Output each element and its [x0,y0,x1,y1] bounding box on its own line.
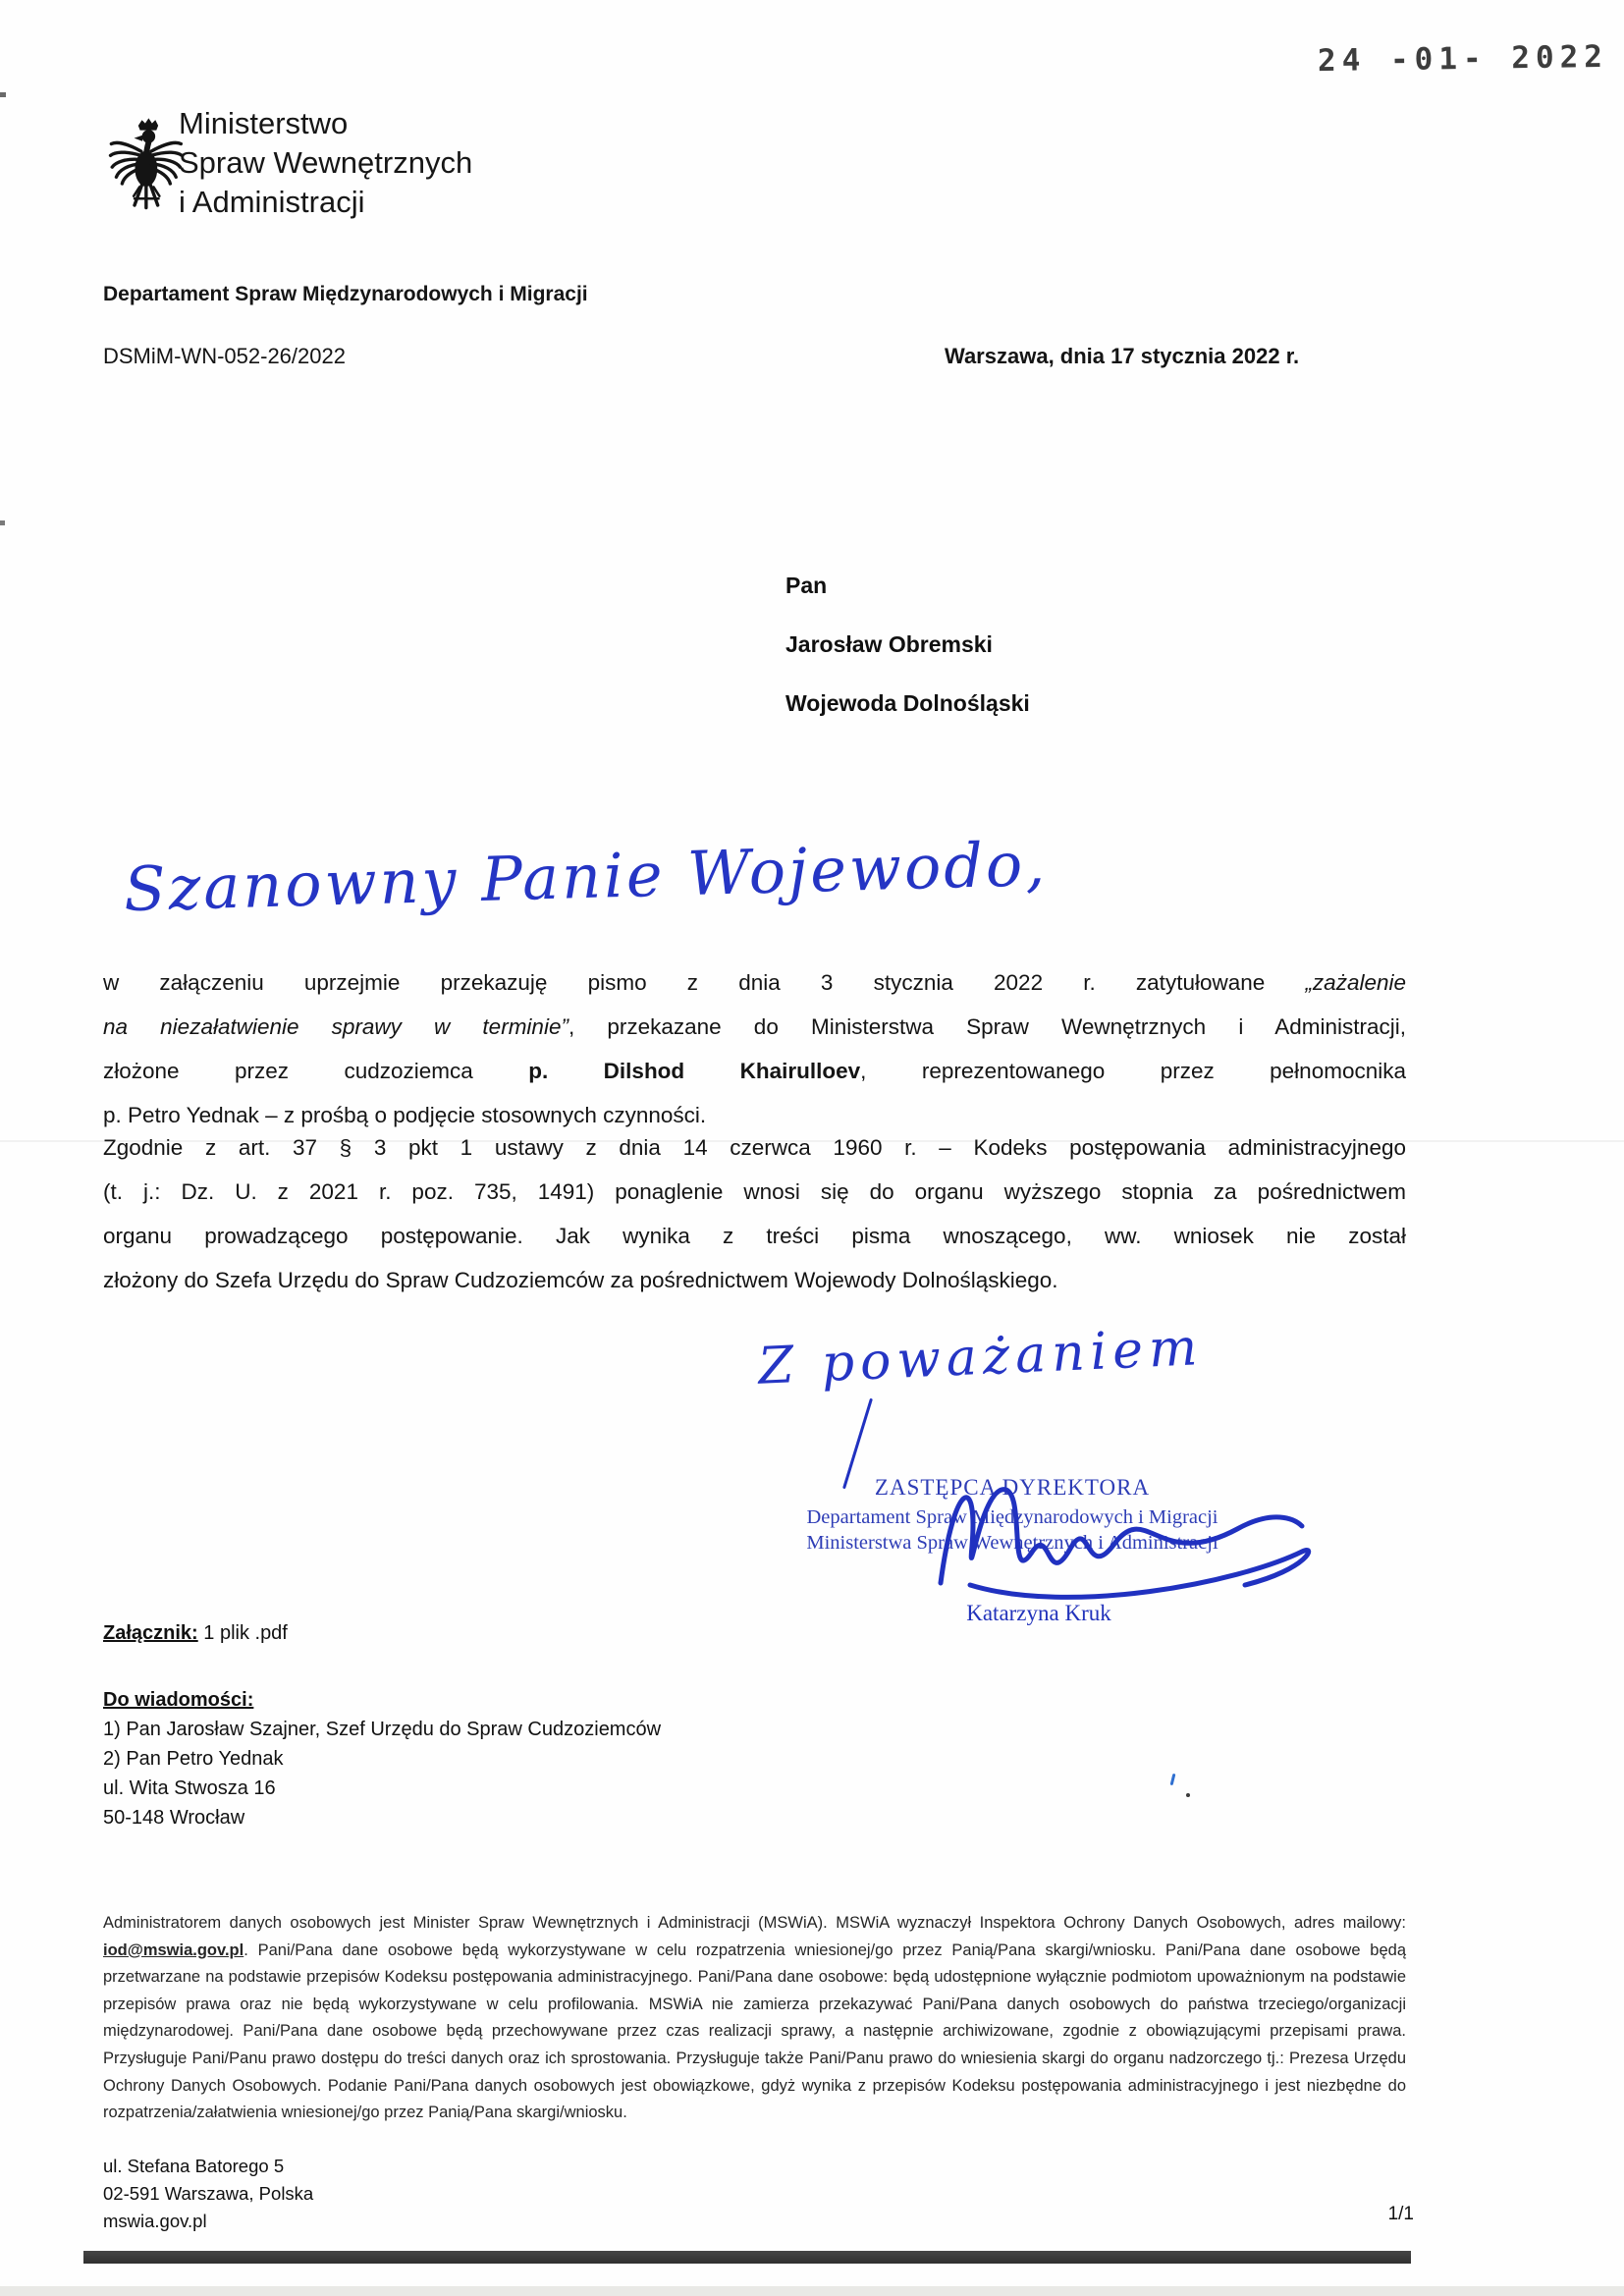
body-line: (t. j.: Dz. U. z 2021 r. poz. 735, 1491) ponaglenie wnosi się do organu wyższego stopnia za pośrednictwem [103,1179,1406,1204]
ministry-name-line: i Administracji [179,185,365,219]
body-line: organu prowadzącego postępowanie. Jak wynika z treści pisma wnoszącego, ww. wniosek nie został [103,1224,1406,1248]
attachment-line [103,1622,288,1645]
privacy-notice [103,1910,1406,2127]
body-line: złożony do Szefa Urzędu do Spraw Cudzoziemców za pośrednictwem Wojewody Dolnośląskiego. [103,1268,1058,1292]
scan-artifact [0,520,5,525]
handwritten-closing: Z poważaniem [756,1318,1205,1396]
stamp-line: Departament Spraw Międzynarodowych i Migracji [806,1506,1218,1528]
addressee-title: Wojewoda Dolnośląski [785,690,1030,716]
privacy-text: . Pani/Pana dane osobowe będą wykorzystywane w celu rozpatrzenia wniesionej/go przez Panią/Pana skargi/wniosku. Pani/Pana dane osobowe będą przetwarzane na podstawie przepisów Kodeksu postępowania administracyjnego. Pani/Pana dane osobowe: będą udostępnione wyłącznie podmiotom upoważnionym na podstawie przepisów prawa oraz nie będą wykorzystywane w celu profilowania. MSWiA nie zamierza przekazywać Pani/Pana danych osobowych do państwa trzeciego/organizacji międzynarodowej. Pani/Pana dane osobowe będą przechowywane przez czas realizacji sprawy, a następnie archiwizowane, zgodnie z obowiązującymi przepisami prawa. Przysługuje Pani/Panu prawo dostępu do treści danych oraz ich sprostowania. Przysługuje także Pani/Panu prawo do wniesienia skargi do organu nadzorczego tj.: Prezesa Urzędu Ochrony Danych Osobowych. Podanie Pani/Pana danych osobowych jest obowiązkowe, gdyż wynika z przepisów Kodeksu postępowania administracyjnego i jest niezbędne do rozpatrzenia/załatwienia wniesionej/go przez Panią/Pana skargi/wniosku. [103,1941,1406,2122]
addressee-block [785,556,1030,733]
body-line [103,1049,1406,1093]
addressee-name: Jarosław Obremski [785,631,993,657]
ink-artifact [1186,1793,1190,1797]
cc-item: ul. Wita Stwosza 16 [103,1777,276,1799]
ministry-name [179,104,472,222]
footer-website: mswia.gov.pl [103,2211,207,2231]
privacy-text: Administratorem danych osobowych jest Minister Spraw Wewnętrznych i Administracji (MSWiA). MSWiA wyznaczył Inspektora Ochrony Danych Osobowych, adres mailowy: [103,1914,1406,1932]
ministry-name-line: Spraw Wewnętrznych [179,145,473,180]
body-line: Zgodnie z art. 37 § 3 pkt 1 ustawy z dnia 14 czerwca 1960 r. – Kodeks postępowania administracyjnego [103,1135,1406,1160]
received-date-stamp: 24 -01- 2022 [1317,38,1609,80]
footer-address [103,2153,313,2235]
cc-label: Do wiadomości: [103,1689,254,1711]
ink-artifact [1170,1774,1176,1785]
body-line [103,1005,1406,1049]
attachment-value: 1 plik .pdf [197,1622,288,1644]
quoted-title-text: na niezałatwienie sprawy w terminie” [103,1014,568,1039]
body-text: w załączeniu uprzejmie przekazuję pismo z dnia 3 stycznia 2022 r. zatytułowane [103,970,1306,995]
body-text: złożone przez cudzoziemca [103,1059,529,1083]
quoted-title-text: „zażalenie [1305,970,1406,995]
footer-city: 02-591 Warszawa, Polska [103,2183,314,2204]
paper-crease [0,1140,1624,1142]
addressee-salutation: Pan [785,573,828,598]
reference-number: DSMiM-WN-052-26/2022 [103,344,346,368]
body-text: , reprezentowanego przez pełnomocnika [860,1059,1406,1083]
scan-bottom-bar [83,2251,1411,2264]
stamp-line: Ministerstwa Spraw Wewnętrznych i Administracji [806,1532,1218,1554]
cc-item: 50-148 Wrocław [103,1807,245,1829]
handwritten-salutation: Szanowny Panie Wojewodo, [123,827,1049,926]
signer-name: Katarzyna Kruk [966,1601,1111,1625]
department-name: Departament Spraw Międzynarodowych i Migracji [103,283,588,305]
stamp-title: ZASTĘPCA DYREKTORA [874,1475,1151,1500]
scan-edge [0,2286,1624,2296]
body-text: , przekazane do Ministerstwa Spraw Wewnętrznych i Administracji, [568,1014,1406,1039]
cc-block [103,1685,661,1832]
privacy-email: iod@mswia.gov.pl [103,1941,244,1959]
scan-artifact [0,92,6,97]
foreigner-name: p. Dilshod Khairulloev [528,1059,861,1083]
body-line [103,960,1406,1005]
place-and-date: Warszawa, dnia 17 stycznia 2022 r. [945,344,1300,368]
signature-scrawl [913,1436,1326,1613]
polish-eagle-emblem-icon [108,108,183,233]
attachment-label: Załącznik: [103,1622,198,1644]
page-number: 1/1 [1387,2204,1414,2224]
body-paragraph-2 [103,1125,1406,1302]
body-line: p. Petro Yednak – z prośbą o podjęcie stosownych czynności. [103,1103,707,1127]
cc-item: 2) Pan Petro Yednak [103,1748,284,1770]
cc-item: 1) Pan Jarosław Szajner, Szef Urzędu do Spraw Cudzoziemców [103,1719,662,1740]
ministry-name-line: Ministerstwo [179,106,349,140]
footer-street: ul. Stefana Batorego 5 [103,2156,285,2176]
body-paragraph-1 [103,960,1406,1137]
